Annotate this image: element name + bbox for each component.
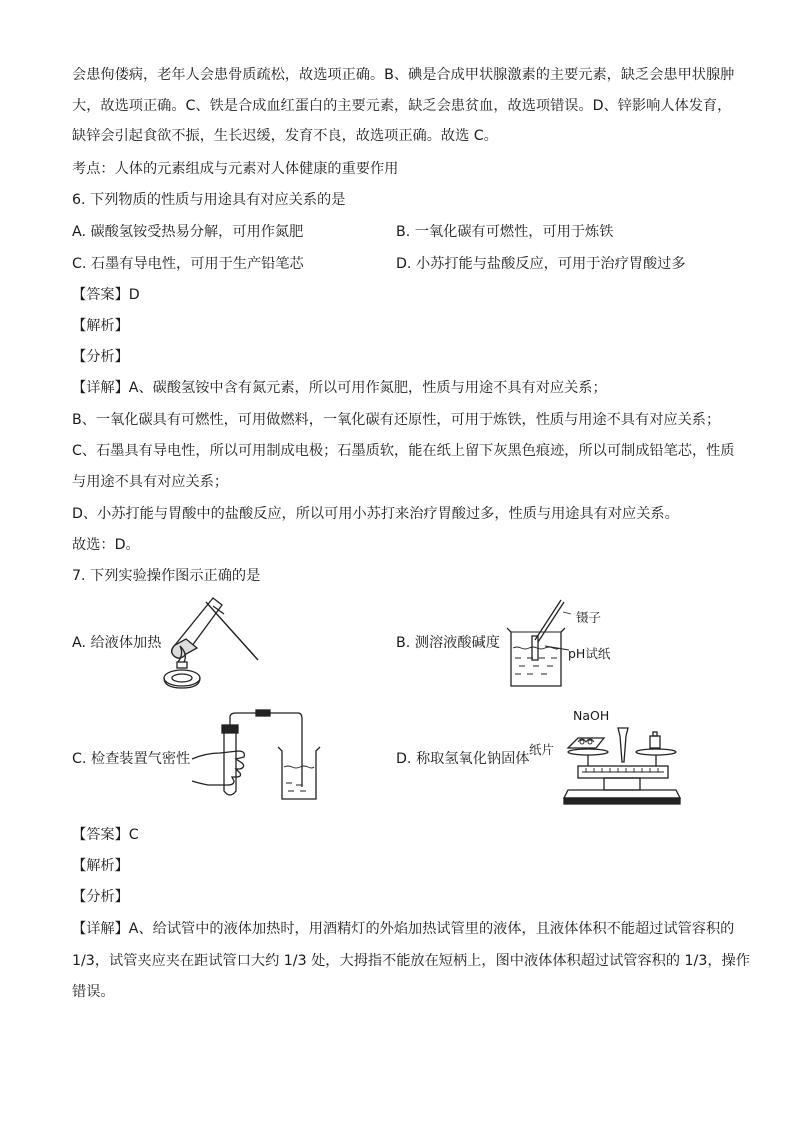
q6-option-b: B. 一氧化碳有可燃性，可用于炼铁 [396, 224, 614, 240]
q7-option-c: C. 检查装置气密性 [72, 751, 191, 767]
question-6-stem: 6. 下列物质的性质与用途具有对应关系的是 [72, 192, 346, 208]
q7-answer: 【答案】C [72, 827, 139, 843]
label-naoh: NaOH [573, 708, 610, 723]
q7-detail-line: 【详解】A、给试管中的液体加热时，用酒精灯的外焰加热试管里的液体，且液体体积不能超过试管容积的 [72, 921, 735, 937]
q6-fenxi-heading: 【分析】 [72, 349, 129, 365]
q6-detail-line: 与用途不具有对应关系； [72, 474, 229, 490]
q7-option-d: D. 称取氢氧化钠固体 [396, 751, 530, 767]
airtightness-check-figure [192, 703, 322, 801]
q7-fenxi-heading: 【分析】 [72, 889, 129, 905]
text-line: 大，故选项正确。C、铁是合成血红蛋白的主要元素，缺乏会患贫血，故选项错误。D、锌影响人体发育， [72, 98, 732, 114]
q6-analysis-heading: 【解析】 [72, 318, 129, 334]
q6-detail-line: 【详解】A、碳酸氢铵中含有氮元素，所以可用作氮肥，性质与用途不具有对应关系； [72, 380, 607, 396]
text-line: 会患佝偻病，老年人会患骨质疏松，故选项正确。B、碘是合成甲状腺激素的主要元素，缺乏会患甲状腺肿 [72, 67, 735, 83]
label-tweezers: 镊子 [576, 610, 602, 625]
q6-option-d: D. 小苏打能与盐酸反应，可用于治疗胃酸过多 [396, 256, 686, 272]
q6-option-a: A. 碳酸氢铵受热易分解，可用作氮肥 [72, 224, 304, 240]
heating-liquid-figure [158, 596, 264, 692]
q7-detail-line: 错误。 [72, 984, 115, 1000]
q6-detail-line: B、一氧化碳具有可燃性，可用做燃料，一氧化碳有还原性，可用于炼铁，性质与用途不具有对应关系； [72, 412, 721, 428]
text-line: 考点：人体的元素组成与元素对人体健康的重要作用 [72, 161, 399, 177]
label-ph-paper: pH试纸 [568, 646, 611, 661]
q6-answer: 【答案】D [72, 287, 140, 303]
q7-analysis-heading: 【解析】 [72, 858, 129, 874]
q7-detail-line: 1/3，试管夹应夹在距试管口大约 1/3 处，大拇指不能放在短柄上，图中液体体积超过试管容积的 1/3，操作 [72, 953, 750, 969]
q7-option-b: B. 测溶液酸碱度 [396, 635, 500, 651]
weighing-figure [564, 722, 680, 806]
q6-detail-line: C、石墨具有导电性，所以可用制成电极；石墨质软，能在纸上留下灰黑色痕迹，所以可制成铅笔芯，性质 [72, 443, 735, 459]
label-paper-sheet: 纸片 [529, 742, 555, 757]
q6-detail-line: D、小苏打能与胃酸中的盐酸反应，所以可用小苏打来治疗胃酸过多，性质与用途具有对应关系。 [72, 506, 679, 522]
ph-test-figure [505, 596, 575, 690]
q6-option-c: C. 石墨有导电性，可用于生产铅笔芯 [72, 256, 304, 272]
q7-option-a: A. 给液体加热 [72, 635, 162, 651]
q6-final-choice: 故选：D。 [72, 537, 140, 553]
text-line: 缺锌会引起食欲不振，生长迟缓，发育不良，故选项正确。故选 C。 [72, 128, 498, 144]
question-7-stem: 7. 下列实验操作图示正确的是 [72, 568, 261, 584]
